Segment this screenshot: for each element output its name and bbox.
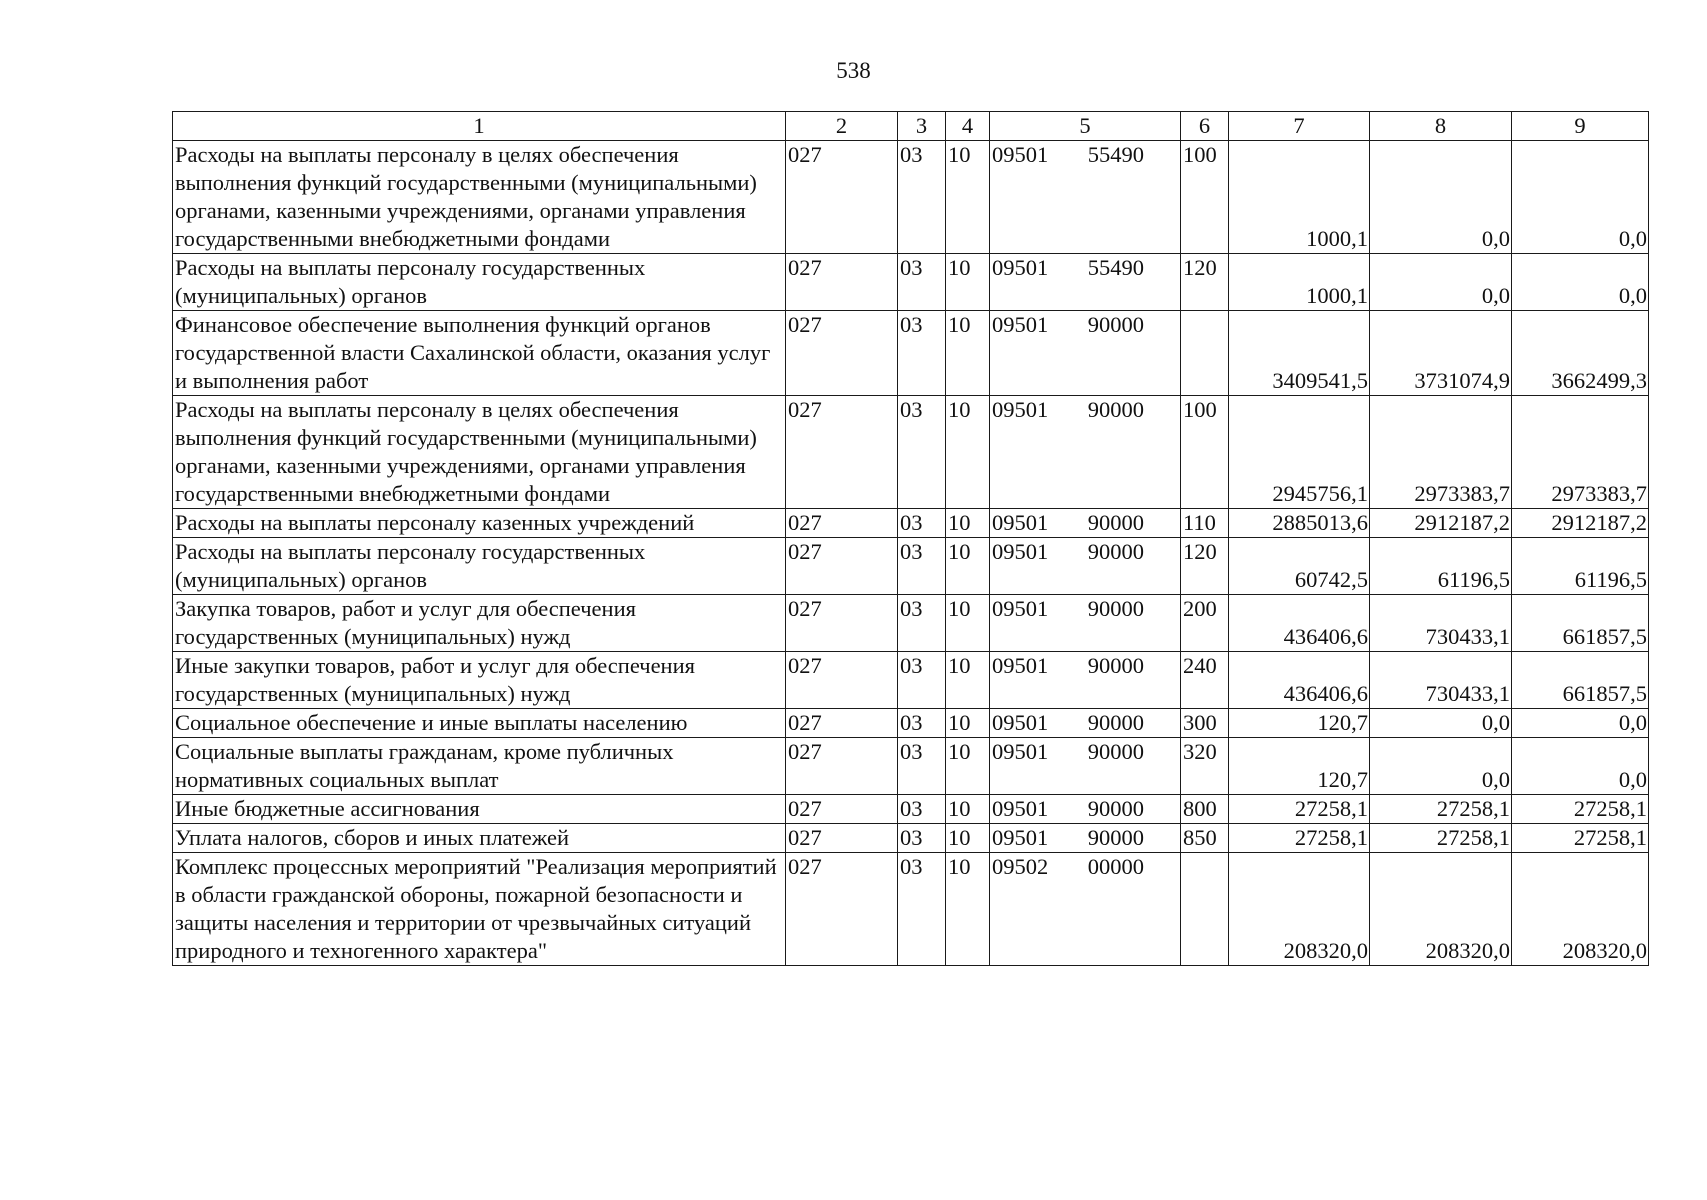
row-code-col6: 850 <box>1181 824 1229 853</box>
direction-code: 90000 <box>1087 596 1144 621</box>
row-description: Расходы на выплаты персоналу казенных учреждений <box>173 509 786 538</box>
row-code-col2: 027 <box>786 709 898 738</box>
row-code-col4: 10 <box>946 311 990 396</box>
program-code: 09501 <box>992 539 1049 564</box>
row-amount-col9: 208320,0 <box>1512 853 1649 966</box>
program-code: 09501 <box>992 142 1049 167</box>
row-code-col3: 03 <box>898 254 946 311</box>
row-amount-col9: 27258,1 <box>1512 824 1649 853</box>
direction-code: 55490 <box>1087 255 1144 280</box>
target-article-code <box>992 141 1178 169</box>
row-code-col6: 120 <box>1181 254 1229 311</box>
row-description: Закупка товаров, работ и услуг для обеспечения государственных (муниципальных) нужд <box>173 595 786 652</box>
row-amount-col8: 27258,1 <box>1370 824 1512 853</box>
row-code-col6: 800 <box>1181 795 1229 824</box>
program-code: 09501 <box>992 653 1049 678</box>
row-description: Расходы на выплаты персоналу в целях обеспечения выполнения функций государственными (муниципальными) органами, казенными учреждениями, органами управления государственными внебюджетными фондами <box>173 396 786 509</box>
table-row <box>173 853 1649 966</box>
row-code-col6: 200 <box>1181 595 1229 652</box>
row-code-col4: 10 <box>946 738 990 795</box>
target-article-code <box>992 538 1178 566</box>
program-code: 09501 <box>992 255 1049 280</box>
row-code-col3: 03 <box>898 652 946 709</box>
program-code: 09501 <box>992 825 1049 850</box>
direction-code: 90000 <box>1087 739 1144 764</box>
direction-code: 90000 <box>1087 825 1144 850</box>
target-article-code <box>992 509 1178 537</box>
row-code-col6 <box>1181 311 1229 396</box>
row-amount-col9: 661857,5 <box>1512 652 1649 709</box>
program-code: 09501 <box>992 739 1049 764</box>
row-code-col5 <box>990 795 1181 824</box>
direction-code: 90000 <box>1087 710 1144 735</box>
row-description: Финансовое обеспечение выполнения функций органов государственной власти Сахалинской области, оказания услуг и выполнения работ <box>173 311 786 396</box>
row-description: Иные закупки товаров, работ и услуг для обеспечения государственных (муниципальных) нужд <box>173 652 786 709</box>
program-code: 09501 <box>992 510 1049 535</box>
row-description: Расходы на выплаты персоналу государственных (муниципальных) органов <box>173 254 786 311</box>
row-code-col5 <box>990 824 1181 853</box>
target-article-code <box>992 254 1178 282</box>
header-cell: 4 <box>946 112 990 141</box>
header-cell: 6 <box>1181 112 1229 141</box>
row-code-col5 <box>990 509 1181 538</box>
header-cell: 7 <box>1229 112 1370 141</box>
table-row <box>173 509 1649 538</box>
row-amount-col7: 1000,1 <box>1229 254 1370 311</box>
direction-code: 90000 <box>1087 397 1144 422</box>
row-code-col2: 027 <box>786 652 898 709</box>
row-amount-col8: 730433,1 <box>1370 595 1512 652</box>
row-code-col5 <box>990 738 1181 795</box>
row-amount-col7: 27258,1 <box>1229 824 1370 853</box>
header-cell: 3 <box>898 112 946 141</box>
table-row <box>173 141 1649 254</box>
row-amount-col7: 436406,6 <box>1229 595 1370 652</box>
direction-code: 90000 <box>1087 312 1144 337</box>
row-code-col3: 03 <box>898 509 946 538</box>
direction-code: 00000 <box>1087 854 1144 879</box>
program-code: 09501 <box>992 796 1049 821</box>
row-amount-col8: 730433,1 <box>1370 652 1512 709</box>
row-code-col4: 10 <box>946 254 990 311</box>
table-row <box>173 311 1649 396</box>
row-description: Социальные выплаты гражданам, кроме публичных нормативных социальных выплат <box>173 738 786 795</box>
table-row <box>173 652 1649 709</box>
row-code-col3: 03 <box>898 738 946 795</box>
header-cell: 2 <box>786 112 898 141</box>
direction-code: 90000 <box>1087 539 1144 564</box>
header-cell: 5 <box>990 112 1181 141</box>
table-row <box>173 738 1649 795</box>
row-code-col2: 027 <box>786 509 898 538</box>
direction-code: 90000 <box>1087 796 1144 821</box>
target-article-code <box>992 311 1178 339</box>
program-code: 09501 <box>992 397 1049 422</box>
row-amount-col8: 61196,5 <box>1370 538 1512 595</box>
table-row <box>173 709 1649 738</box>
target-article-code <box>992 652 1178 680</box>
row-code-col2: 027 <box>786 396 898 509</box>
target-article-code <box>992 824 1178 852</box>
table-row <box>173 824 1649 853</box>
table-row <box>173 795 1649 824</box>
row-code-col2: 027 <box>786 254 898 311</box>
row-code-col6 <box>1181 853 1229 966</box>
budget-table <box>172 111 1649 966</box>
row-code-col6: 100 <box>1181 396 1229 509</box>
row-code-col2: 027 <box>786 738 898 795</box>
row-code-col4: 10 <box>946 853 990 966</box>
row-amount-col8: 2912187,2 <box>1370 509 1512 538</box>
header-cell: 8 <box>1370 112 1512 141</box>
row-amount-col9: 0,0 <box>1512 709 1649 738</box>
row-code-col4: 10 <box>946 509 990 538</box>
row-code-col3: 03 <box>898 824 946 853</box>
row-amount-col9: 2973383,7 <box>1512 396 1649 509</box>
table-row <box>173 396 1649 509</box>
direction-code: 55490 <box>1087 142 1144 167</box>
target-article-code <box>992 795 1178 823</box>
row-code-col4: 10 <box>946 795 990 824</box>
row-code-col3: 03 <box>898 853 946 966</box>
row-description: Уплата налогов, сборов и иных платежей <box>173 824 786 853</box>
target-article-code <box>992 709 1178 737</box>
row-code-col5 <box>990 652 1181 709</box>
row-code-col5 <box>990 141 1181 254</box>
row-amount-col8: 3731074,9 <box>1370 311 1512 396</box>
target-article-code <box>992 595 1178 623</box>
page-number: 538 <box>836 58 871 83</box>
direction-code: 90000 <box>1087 510 1144 535</box>
direction-code: 90000 <box>1087 653 1144 678</box>
table-row <box>173 595 1649 652</box>
header-cell: 1 <box>173 112 786 141</box>
row-code-col6: 120 <box>1181 538 1229 595</box>
row-amount-col9: 0,0 <box>1512 738 1649 795</box>
row-amount-col7: 1000,1 <box>1229 141 1370 254</box>
target-article-code <box>992 396 1178 424</box>
row-amount-col9: 0,0 <box>1512 254 1649 311</box>
row-description: Социальное обеспечение и иные выплаты населению <box>173 709 786 738</box>
row-code-col3: 03 <box>898 538 946 595</box>
row-code-col5 <box>990 595 1181 652</box>
row-code-col5 <box>990 853 1181 966</box>
program-code: 09502 <box>992 854 1049 879</box>
row-code-col3: 03 <box>898 311 946 396</box>
row-amount-col8: 0,0 <box>1370 141 1512 254</box>
row-amount-col7: 120,7 <box>1229 738 1370 795</box>
row-amount-col9: 661857,5 <box>1512 595 1649 652</box>
table-row <box>173 538 1649 595</box>
row-code-col3: 03 <box>898 595 946 652</box>
row-code-col6: 320 <box>1181 738 1229 795</box>
row-code-col2: 027 <box>786 824 898 853</box>
row-code-col2: 027 <box>786 311 898 396</box>
row-amount-col8: 27258,1 <box>1370 795 1512 824</box>
row-code-col2: 027 <box>786 141 898 254</box>
target-article-code <box>992 853 1178 881</box>
row-description: Расходы на выплаты персоналу государственных (муниципальных) органов <box>173 538 786 595</box>
row-code-col5 <box>990 311 1181 396</box>
row-code-col4: 10 <box>946 396 990 509</box>
row-code-col5 <box>990 709 1181 738</box>
row-amount-col9: 0,0 <box>1512 141 1649 254</box>
row-code-col5 <box>990 396 1181 509</box>
row-code-col2: 027 <box>786 595 898 652</box>
row-code-col6: 100 <box>1181 141 1229 254</box>
row-amount-col7: 208320,0 <box>1229 853 1370 966</box>
row-code-col3: 03 <box>898 709 946 738</box>
row-amount-col7: 436406,6 <box>1229 652 1370 709</box>
row-amount-col7: 120,7 <box>1229 709 1370 738</box>
row-description: Расходы на выплаты персоналу в целях обеспечения выполнения функций государственными (муниципальными) органами, казенными учреждениями, органами управления государственными внебюджетными фондами <box>173 141 786 254</box>
row-description: Комплекс процессных мероприятий "Реализация мероприятий в области гражданской обороны, пожарной безопасности и защиты населения и территории от чрезвычайных ситуаций природного и техногенного характера" <box>173 853 786 966</box>
header-row <box>173 112 1649 141</box>
row-code-col4: 10 <box>946 824 990 853</box>
row-amount-col7: 60742,5 <box>1229 538 1370 595</box>
header-cell: 9 <box>1512 112 1649 141</box>
row-amount-col8: 0,0 <box>1370 709 1512 738</box>
row-code-col5 <box>990 254 1181 311</box>
row-code-col4: 10 <box>946 652 990 709</box>
row-code-col2: 027 <box>786 853 898 966</box>
row-code-col3: 03 <box>898 396 946 509</box>
row-code-col5 <box>990 538 1181 595</box>
row-code-col2: 027 <box>786 538 898 595</box>
row-code-col4: 10 <box>946 141 990 254</box>
program-code: 09501 <box>992 312 1049 337</box>
row-code-col2: 027 <box>786 795 898 824</box>
row-amount-col9: 3662499,3 <box>1512 311 1649 396</box>
row-amount-col7: 27258,1 <box>1229 795 1370 824</box>
row-code-col6: 110 <box>1181 509 1229 538</box>
row-code-col3: 03 <box>898 141 946 254</box>
row-code-col4: 10 <box>946 709 990 738</box>
row-code-col6: 240 <box>1181 652 1229 709</box>
program-code: 09501 <box>992 596 1049 621</box>
row-amount-col9: 61196,5 <box>1512 538 1649 595</box>
row-description: Иные бюджетные ассигнования <box>173 795 786 824</box>
table-row <box>173 254 1649 311</box>
program-code: 09501 <box>992 710 1049 735</box>
row-amount-col7: 3409541,5 <box>1229 311 1370 396</box>
row-amount-col9: 2912187,2 <box>1512 509 1649 538</box>
row-code-col4: 10 <box>946 538 990 595</box>
row-amount-col8: 208320,0 <box>1370 853 1512 966</box>
target-article-code <box>992 738 1178 766</box>
row-code-col4: 10 <box>946 595 990 652</box>
row-amount-col8: 2973383,7 <box>1370 396 1512 509</box>
row-amount-col8: 0,0 <box>1370 738 1512 795</box>
row-amount-col7: 2885013,6 <box>1229 509 1370 538</box>
row-amount-col7: 2945756,1 <box>1229 396 1370 509</box>
row-code-col6: 300 <box>1181 709 1229 738</box>
row-code-col3: 03 <box>898 795 946 824</box>
row-amount-col9: 27258,1 <box>1512 795 1649 824</box>
row-amount-col8: 0,0 <box>1370 254 1512 311</box>
